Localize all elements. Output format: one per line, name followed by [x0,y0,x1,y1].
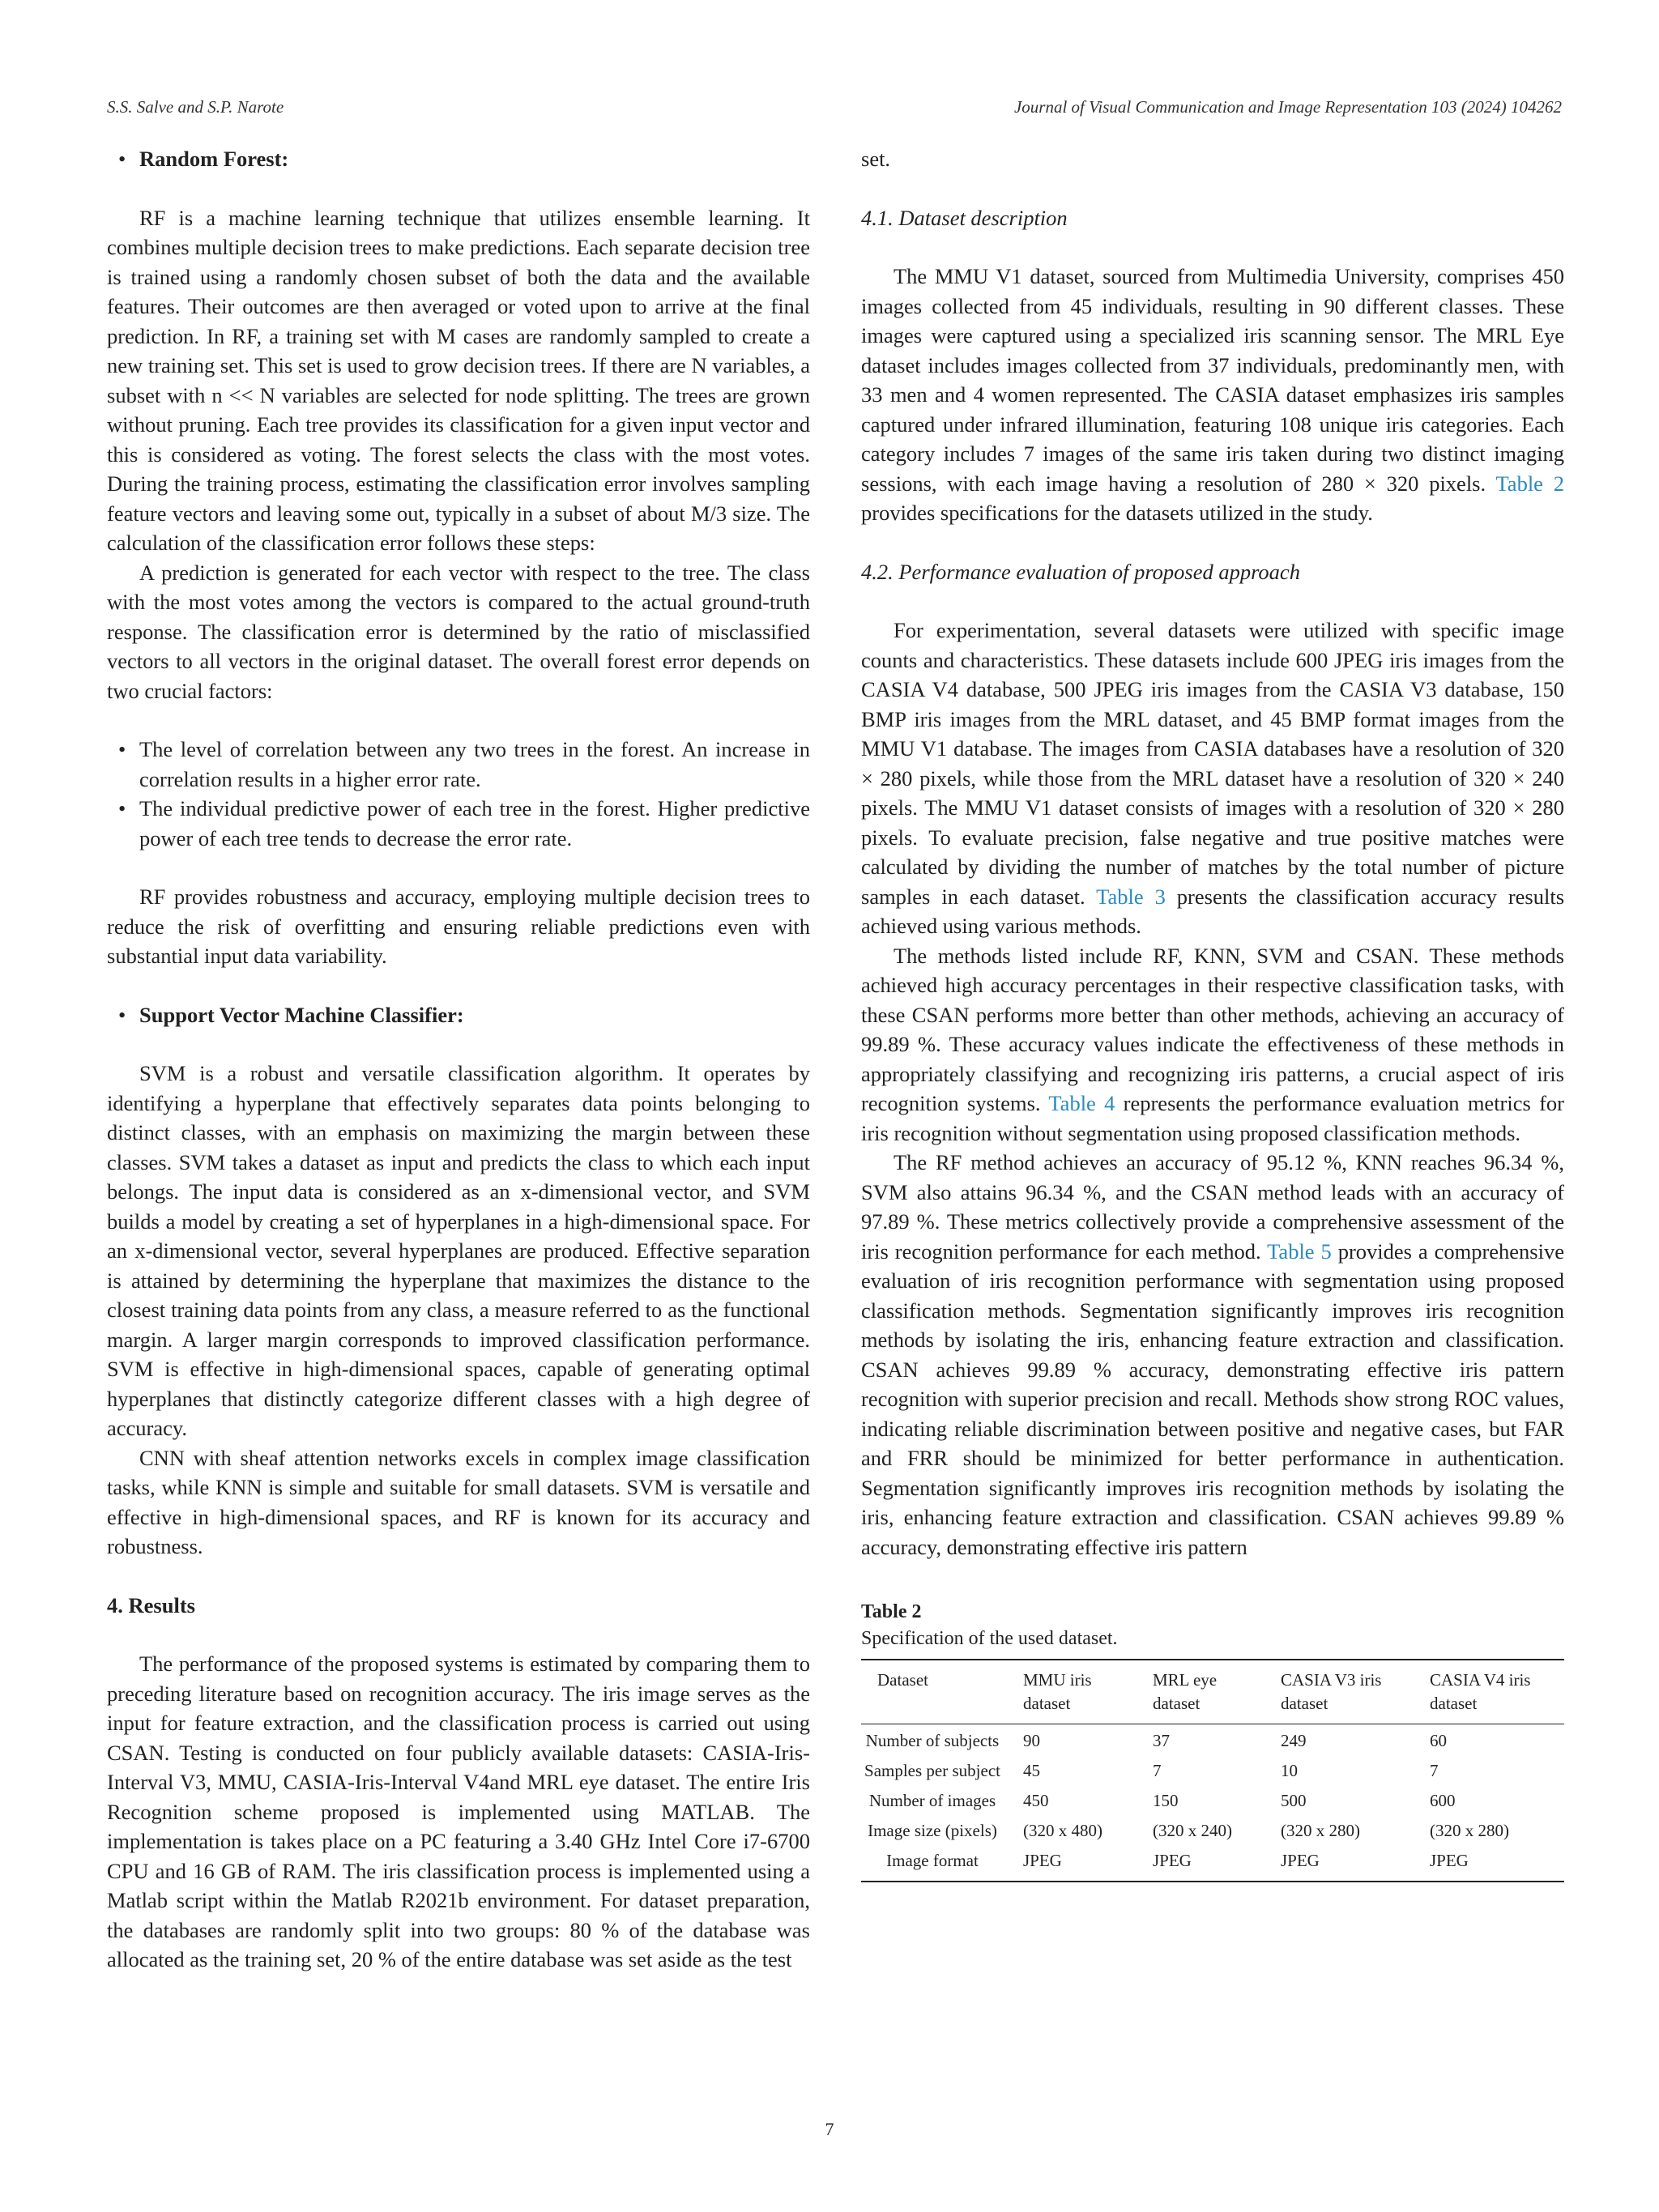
row-label: Image size (pixels) [868,1821,997,1840]
table-cell: 60 [1430,1731,1447,1750]
paragraph: A prediction is generated for each vector with respect to the tree. The class with the most votes among the vectors is compared to the actual ground-truth response. The classification error is determined by the ratio of misclassified vectors to all vectors in the original dataset. The overall forest error depends on two crucial factors: [107,560,810,703]
table-cell: (320 x 280) [1281,1821,1360,1840]
table-cell: (320 x 280) [1430,1821,1509,1840]
column-header: MMU iris dataset [1007,1660,1137,1724]
table-row [861,1784,1564,1814]
table-cell: 249 [1281,1731,1307,1750]
row-label: Image format [861,1844,1007,1882]
subsection-heading-4-2: 4.2. Performance evaluation of proposed approach [861,559,1300,584]
running-header-authors: S.S. Salve and S.P. Narote [107,97,284,117]
svm-heading: • Support Vector Machine Classifier: [107,1000,810,1030]
table-cell: 500 [1281,1791,1307,1810]
table-2 [861,1599,1564,1882]
subsection-heading-4-1: 4.1. Dataset description [861,205,1068,230]
table-row [861,1844,1564,1882]
paragraph: The methods listed include RF, KNN, SVM and CSAN. These methods achieved high accuracy percentages in their respective classification tasks, with these CSAN performs more better than other methods, achieving an accuracy of 99.89 %. These accuracy values indicate the effectiveness of these methods in appropriately classifying and recognizing iris patterns, a crucial aspect of iris recognition systems. Table 4 represents the performance evaluation metrics for iris recognition without segmentation using proposed classification methods. [861,943,1564,1145]
table-cell: (320 x 480) [1023,1821,1102,1840]
paragraph: SVM is a robust and versatile classification algorithm. It operates by identifying a hyperplane that effectively separates data points belonging to distinct classes, with an emphasis on maximizing the margin between these classes. SVM takes a dataset as input and predicts the class to which each input belongs. The input data is considered as an x-dimensional vector, and SVM builds a model by creating a set of hyperplanes in a high-dimensional space. For an x-dimensional vector, several hyperplanes are produced. Effective separation is attained by determining the hyperplane that maximizes the distance to the closest training data points from any class, a measure referred to as the functional margin. A larger margin corresponds to improved classification performance. SVM is effective in high-dimensional spaces, capable of generating optimal hyperplanes that distinctly categorize different classes with a high degree of accuracy. [107,1061,810,1440]
row-label: Number of subjects [865,1731,1000,1750]
rf-heading: • Random Forest: [107,144,810,174]
table-cell: 450 [1023,1791,1049,1810]
table-caption: Specification of the used dataset. [861,1628,1118,1649]
left-column [107,144,810,1975]
table-cell: JPEG [1137,1844,1265,1882]
right-column [861,144,1564,1882]
table-row [861,1724,1564,1755]
table-5-link[interactable]: Table 5 [1267,1238,1332,1264]
table-row [861,1814,1564,1844]
paragraph: CNN with sheaf attention networks excels in complex image classification tasks, while KNN is simple and suitable for small datasets. SVM is versatile and effective in high-dimensional spaces, and RF is known for its accuracy and robustness. [107,1445,810,1558]
table-cell: 150 [1153,1791,1179,1810]
paragraph: For experimentation, several datasets were utilized with specific image counts and characteristics. These datasets include 600 JPEG iris images from the CASIA V4 database, 500 JPEG iris images from the CASIA V3 database, 150 BMP iris images from the MRL dataset, and 45 BMP format images from the MMU V1 database. The images from CASIA databases have a resolution of 320 × 280 pixels, while those from the MRL dataset have a resolution of 320 × 240 pixels. The MMU V1 dataset consists of images with a resolution of 320 × 280 pixels. To evaluate precision, false negative and true positive matches were calculated by dividing the number of matches by the total number of picture samples in each dataset. Table 3 presents the classification accuracy results achieved using various methods. [861,618,1565,938]
paragraph-continuation: set. [861,147,891,171]
bullet-icon: • [118,796,126,820]
paragraph: The MMU V1 dataset, sourced from Multimedia University, comprises 450 images collected from 45 individuals, resulting in 90 different classes. These images were captured using a specialized iris scanning sensor. The MRL Eye dataset includes images collected from 37 individuals, predominantly men, with 33 men and 4 women represented. The CASIA dataset emphasizes iris samples captured under infrared illumination, featuring 108 unique iris categories. Each category includes 7 images of the same iris taken during two distinct imaging sessions, with each image having a resolution of 280 × 320 pixels. Table 2 provides specifications for the datasets utilized in the study. [861,264,1565,525]
table-cell: 7 [1430,1761,1439,1780]
table-cell: JPEG [1414,1844,1564,1882]
running-header-journal: Journal of Visual Communication and Image Representation 103 (2024) 104262 [1013,97,1562,117]
bullet-icon: • [118,147,126,171]
dataset-spec-table [861,1659,1564,1882]
paragraph: RF is a machine learning technique that utilizes ensemble learning. It combines multiple decision trees to make predictions. Each separate decision tree is trained using a randomly chosen subset of both the data and the available features. Their outcomes are then averaged or voted upon to arrive at the final prediction. In RF, a training set with M cases are randomly sampled to create a new training set. This set is used to grow decision trees. If there are N variables, a subset with n << N variables are selected for node splitting. The trees are grown without pruning. Each tree provides its classification for a given input vector and this is considered as voting. The forest selects the class with the most votes. During the training process, estimating the classification error involves sampling feature vectors and leaving some out, typically in a subset of about M/3 size. The calculation of the classification error follows these steps: [107,205,810,555]
column-header: Dataset [861,1660,1007,1724]
table-3-link[interactable]: Table 3 [1096,884,1166,909]
table-cell: 600 [1430,1791,1456,1810]
table-cell: 37 [1153,1731,1170,1750]
paragraph: The performance of the proposed systems is estimated by comparing them to preceding literature based on recognition accuracy. The iris image serves as the input for feature extraction, and the classification process is carried out using CSAN. Testing is conducted on four publicly available datasets: CASIA-Iris-Interval V3, MMU, CASIA-Iris-Interval V4and MRL eye dataset. The entire Iris Recognition scheme proposed is implemented using MATLAB. The implementation is takes place on a PC featuring a 3.40 GHz Intel Core i7-6700 CPU and 16 GB of RAM. The iris classification process is implemented using a Matlab script within the Matlab R2021b environment. For dataset preparation, the databases are randomly split into two groups: 80 % of the database was allocated as the training set, 20 % of the entire database was set aside as the test [107,1652,810,1971]
table-2-link[interactable]: Table 2 [1495,471,1565,496]
bullet-icon: • [118,1002,126,1027]
paragraph: The RF method achieves an accuracy of 95.12 %, KNN reaches 96.34 %, SVM also attains 96.34 %, and the CSAN method leads with an accuracy of 97.89 %. These metrics collectively provide a comprehensive assessment of the iris recognition performance for each method. Table 5 provides a comprehensive evaluation of iris recognition performance with segmentation using proposed classification methods. Segmentation significantly improves iris recognition methods by isolating the iris, enhancing feature extraction and classification. CSAN achieves 99.89 % accuracy, demonstrating effective iris pattern recognition with superior precision and recall. Methods show strong ROC values, indicating reliable discrimination between positive and negative cases, but FAR and FRR should be minimized for better performance in authentication. Segmentation significantly improves iris recognition methods by isolating the iris, enhancing feature extraction and classification. CSAN achieves 99.89 % accuracy, demonstrating effective iris pattern [861,1150,1564,1559]
table-4-link[interactable]: Table 4 [1048,1091,1115,1115]
bullet-icon: • [118,737,126,761]
table-row [861,1754,1564,1784]
row-label: Number of images [868,1791,996,1810]
column-header: CASIA V4 iris dataset [1414,1660,1564,1724]
table-cell: 7 [1153,1761,1162,1780]
table-cell: JPEG [1265,1844,1414,1882]
table-cell: 90 [1023,1731,1040,1750]
table-label: Table 2 [861,1601,922,1622]
section-heading-results: 4. Results [107,1592,195,1617]
table-cell: JPEG [1007,1844,1137,1882]
column-header: MRL eye dataset [1137,1660,1265,1724]
list-item: • The level of correlation between any two trees in the forest. An increase in correlation results in a higher error rate. [107,735,810,794]
list-item: • The individual predictive power of each tree in the forest. Higher predictive power of each tree tends to decrease the error rate. [107,794,810,853]
table-cell: 10 [1281,1761,1298,1780]
row-label: Samples per subject [864,1761,1000,1780]
table-cell: 45 [1023,1761,1040,1780]
column-header: CASIA V3 iris dataset [1265,1660,1414,1724]
paragraph: RF provides robustness and accuracy, employing multiple decision trees to reduce the risk of overfitting and ensuring reliable predictions even with substantial input data variability. [107,884,810,968]
table-header-row [861,1660,1564,1724]
page-number: 7 [825,2119,834,2139]
table-cell: (320 x 240) [1153,1821,1232,1840]
